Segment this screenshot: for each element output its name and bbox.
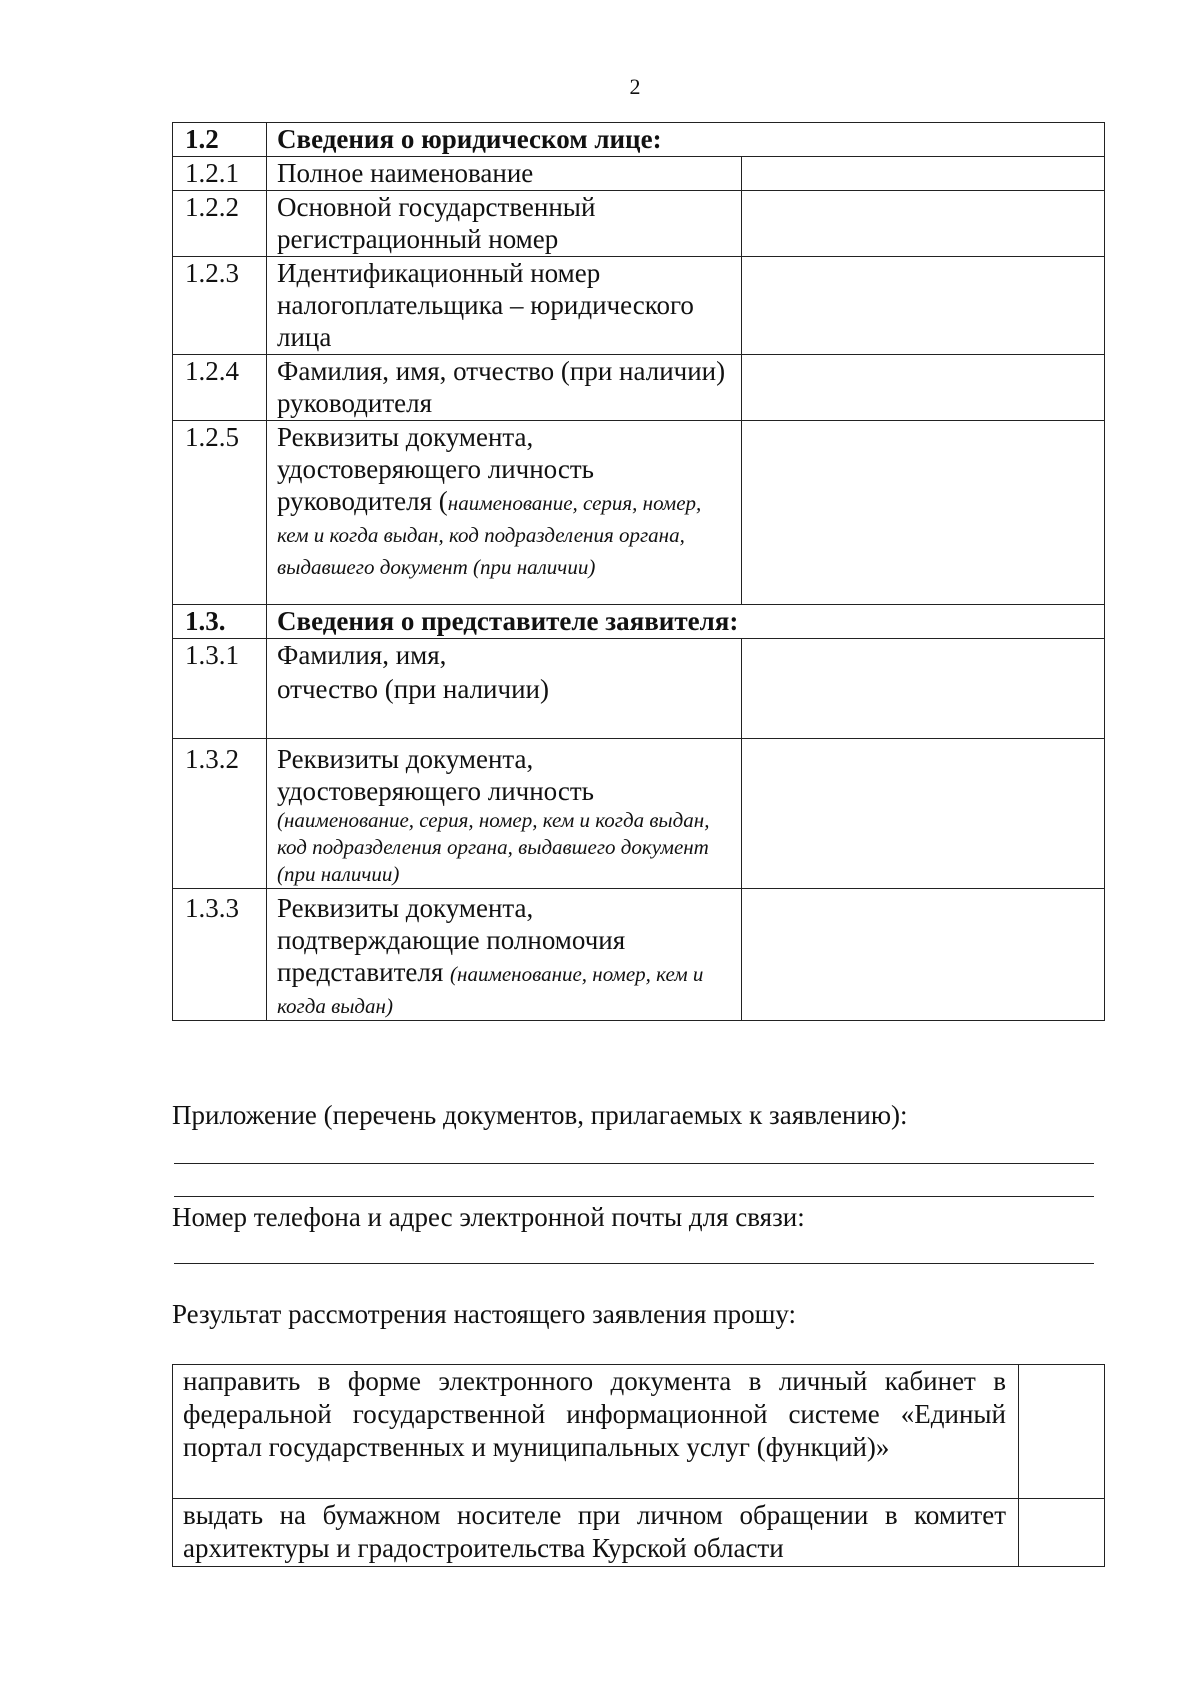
table-row bbox=[173, 421, 1105, 605]
attachments-label: Приложение (перечень документов, прилагаемых к заявлению): bbox=[172, 1100, 908, 1130]
section-title: Сведения о юридическом лице: bbox=[267, 123, 1105, 157]
row-hint: (наименование, номер, кем и когда выдан) bbox=[277, 962, 704, 1018]
representative-authority-value-cell[interactable] bbox=[742, 889, 1105, 1021]
table-row bbox=[173, 739, 1105, 889]
table-row bbox=[173, 639, 1105, 739]
director-name-value-cell[interactable] bbox=[742, 355, 1105, 421]
row-label-cell bbox=[267, 889, 742, 1021]
table-row bbox=[173, 157, 1105, 191]
table-row bbox=[173, 1365, 1105, 1499]
page-number: 2 bbox=[629, 74, 641, 99]
table-row bbox=[173, 1499, 1105, 1567]
table-row bbox=[173, 191, 1105, 257]
row-label-cell bbox=[267, 739, 742, 889]
row-number: 1.2.1 bbox=[173, 157, 267, 191]
section-number: 1.2 bbox=[173, 123, 267, 157]
row-number: 1.2.5 bbox=[173, 421, 267, 605]
row-number: 1.2.2 bbox=[173, 191, 267, 257]
row-label: Реквизиты документа, удостоверяющего личность руководителя ( bbox=[277, 422, 594, 516]
inn-value-cell[interactable] bbox=[742, 257, 1105, 355]
option-text: выдать на бумажном носителе при личном обращении в комитет архитектуры и градостроительства Курской области bbox=[173, 1499, 1019, 1567]
row-number: 1.2.4 bbox=[173, 355, 267, 421]
row-label: Идентификационный номер налогоплательщика – юридического лица bbox=[267, 257, 742, 355]
row-label-line: Фамилия, имя, bbox=[277, 640, 447, 670]
row-label-cell bbox=[267, 639, 742, 739]
full-name-value-cell[interactable] bbox=[742, 157, 1105, 191]
row-label: Фамилия, имя, отчество (при наличии) руководителя bbox=[267, 355, 742, 421]
row-hint: наименование, серия, номер, кем и когда выдан, код подразделения органа, выдавшего документ (при наличии) bbox=[277, 491, 702, 579]
result-label: Результат рассмотрения настоящего заявления прошу: bbox=[172, 1299, 797, 1329]
attachments-line-1[interactable] bbox=[174, 1163, 1094, 1164]
section-number: 1.3. bbox=[173, 605, 267, 639]
row-label-cell bbox=[267, 421, 742, 605]
table-row bbox=[173, 355, 1105, 421]
contacts-line[interactable] bbox=[174, 1263, 1094, 1264]
table-row bbox=[173, 889, 1105, 1021]
representative-name-value-cell[interactable] bbox=[742, 639, 1105, 739]
contacts-label: Номер телефона и адрес электронной почты для связи: bbox=[172, 1202, 805, 1232]
row-label-line: отчество (при наличии) bbox=[277, 674, 549, 704]
row-number: 1.3.1 bbox=[173, 639, 267, 739]
row-number: 1.2.3 bbox=[173, 257, 267, 355]
row-label: Полное наименование bbox=[267, 157, 742, 191]
director-id-document-value-cell[interactable] bbox=[742, 421, 1105, 605]
representative-id-document-value-cell[interactable] bbox=[742, 739, 1105, 889]
row-label: Реквизиты документа, удостоверяющего личность bbox=[277, 744, 594, 806]
row-hint: (наименование, серия, номер, кем и когда выдан, код подразделения органа, выдавшего документ (при наличии) bbox=[277, 808, 710, 886]
section-title: Сведения о представителе заявителя: bbox=[267, 605, 1105, 639]
option-text: направить в форме электронного документа в личный кабинет в федеральной государственной информационной системе «Единый портал государственных и муниципальных услуг (функций)» bbox=[173, 1365, 1019, 1499]
applicant-details-table bbox=[172, 122, 1105, 1021]
row-label: Реквизиты документа, подтверждающие полномочия представителя bbox=[277, 893, 626, 987]
attachments-line-2[interactable] bbox=[174, 1196, 1094, 1197]
option-paper-checkbox[interactable] bbox=[1019, 1499, 1105, 1567]
row-number: 1.3.2 bbox=[173, 739, 267, 889]
section-header-legal-entity bbox=[173, 123, 1105, 157]
table-row bbox=[173, 257, 1105, 355]
option-electronic-checkbox[interactable] bbox=[1019, 1365, 1105, 1499]
ogrn-value-cell[interactable] bbox=[742, 191, 1105, 257]
section-header-representative bbox=[173, 605, 1105, 639]
row-number: 1.3.3 bbox=[173, 889, 267, 1021]
result-options-table bbox=[172, 1364, 1105, 1567]
row-label: Основной государственный регистрационный номер bbox=[267, 191, 742, 257]
